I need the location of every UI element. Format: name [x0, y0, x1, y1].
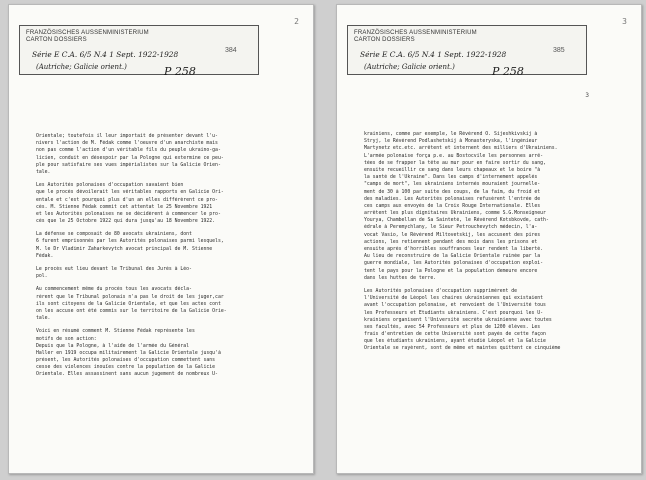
body-text — [36, 133, 302, 379]
text-line: dans les huttes de terre. — [364, 275, 437, 281]
text-line: arrêtent les plus dignitaires Ukrainiens, comme S.G.Monseigneur — [364, 211, 546, 217]
text-line: Fédak. — [36, 253, 54, 259]
text-line: tale. — [36, 169, 51, 175]
text-line: 6 furent emprisonnés par les Autorités polonaises parmi lesquels, — [36, 239, 224, 245]
text-line: non pas comme l'action d'un véritable fils du peuple ukraino-ga- — [36, 148, 221, 154]
text-line: La défense se composait de 80 avocats ukrainiens, dont — [36, 232, 192, 238]
text-line: et les Autorités polonaises ne se décidèrent à commencer le pro- — [36, 211, 221, 217]
text-line: rèrent que le Tribunal polonais n'a pas le droit de les juger,car — [36, 294, 224, 300]
text-line: Les Autorités polonaises d'occupation supprimèrent de — [364, 288, 518, 294]
text-line: actions, les retiennent pendant des mois dans les prisons et — [364, 239, 538, 245]
text-line: "camps de mort", les ukrainiens internés mouraient journelle- — [364, 182, 541, 188]
stamp-ministry-line: FRANZÖSISCHES AUSSENMINISTERIUM — [26, 30, 149, 36]
corner-mark: 2 — [294, 17, 299, 26]
text-line: des maladies. Les Autorités polonaises refusèrent l'entrée de — [364, 196, 541, 202]
text-line: vocat Vasio, le Révérend Miltovetskij, les accusent des pires — [364, 232, 541, 238]
text-line: ensuite recueillir ce sang dans leurs chapeaux et le boire "à — [364, 167, 541, 173]
document-page-right — [336, 4, 642, 474]
text-line: krainiens, comme par exemple, le Révérend O. Sijeshkivskij à — [364, 132, 538, 137]
stamp-handwritten-ref: Série E C.A. 6/5 N.4 1 Sept. 1922-1928 — [32, 50, 179, 59]
archive-stamp — [347, 25, 587, 75]
stamp-ministry-line: FRANZÖSISCHES AUSSENMINISTERIUM — [354, 30, 477, 36]
text-line: ple pour satisfaire ses vues impérialistes sur la Galicie Orien- — [36, 162, 221, 168]
text-line: édrale à Peremychlany, le Sieur Petrouchevytch médecin, l'a- — [364, 225, 538, 231]
text-line: nivers l'action de M. Fédak comme l'oeuvre d'un anarchiste mais — [36, 141, 218, 147]
text-line: tées de se frapper la tête au mur pour en faire sortir du sang, — [364, 160, 546, 166]
text-line: cesse des violences inouïes contre la population de la Galicie — [36, 365, 216, 371]
stamp-carton-line: CARTON DOSSIERS — [354, 37, 415, 43]
text-line: l'Université de Léopol les chaires ukrainiennes qui existaient — [364, 296, 544, 302]
text-line: ensuite après d'horribles souffrances leur rendent la liberté. — [364, 247, 544, 252]
text-line: frais d'entretien de cette Université sont payés de cette façon — [364, 332, 546, 338]
text-line: cès que le 25 Octobre 1922 qui dura jusqu'au 18 Novembre 1922. — [36, 219, 216, 225]
text-line: Au commencement même du procès tous les avocats décla- — [36, 287, 192, 293]
text-line: motifs de son action: — [36, 336, 97, 342]
text-line: pol. — [36, 274, 48, 280]
text-line: ces camps aux envoyés de la Croix Rouge Internationale. Elles — [364, 203, 541, 209]
page-reference: P 258 — [492, 65, 524, 78]
text-line: M. le Dr Vladimir Zaharkevytch avocat principal de M. Stienne — [36, 246, 213, 252]
text-line: présent, les Autorités polonaises d'occupation commettent sans — [36, 358, 216, 364]
text-line: Les Autorités polonaises d'occupation savaient bien — [36, 183, 184, 189]
text-line: on les accuse ont été commis sur le territoire de la Galicie Orie- — [36, 308, 227, 314]
text-line: licien, conduit en désespoir par la Pologne qui extermine ce peu- — [36, 155, 224, 161]
text-line: que le procès dévoilerait les véritables rapports en Galicie Ori- — [36, 190, 224, 196]
text-line: que les étudiants ukrainiens, ayant étudié Léopol et la Galicie — [364, 339, 546, 345]
text-line: Le procès eut lieu devant le Tribunal des Jurés à Léo- — [36, 267, 192, 272]
text-line: ils sont citoyens de la Galicie Orientale, et que les actes cont — [36, 301, 221, 307]
text-line: L'armée polonaise força p.e. au Bostocvile les personnes arrê- — [364, 153, 544, 159]
text-line: Stryj, le Révérend Podlashetskij à Monasteryska, l'ingénieur — [364, 139, 538, 145]
document-page-left — [8, 4, 314, 474]
text-line: Orientale; toutefois il leur importait de présenter devant l'u- — [36, 134, 218, 139]
page-reference: P 258 — [164, 65, 196, 78]
text-line: les Professeurs et Etudiants ukrainiens. C'est pourquoi les U- — [364, 310, 544, 316]
folio-number: 384 — [225, 47, 237, 54]
text-line: cès. M. Stienne Fédak commit cet attentat le 25 Novembre 1921 — [36, 204, 213, 210]
stamp-handwritten-note: (Autriche; Galicie orient.) — [36, 63, 127, 71]
corner-mark: 3 — [622, 17, 627, 26]
stamp-carton-line: CARTON DOSSIERS — [26, 37, 87, 43]
text-line: entale et c'est pourquoi plus d'un an elles différèrent ce pro- — [36, 197, 218, 203]
text-line: krainiens organisent l'Université secrète ukrainienne avec toutes — [364, 317, 552, 323]
text-line: Haller en 1919 occupa militairement la Galicie Orientale jusqu'à — [36, 350, 221, 356]
text-line: la santé de l'Ukraine". Dans les camps d'internement appelés — [364, 175, 538, 181]
text-line: ses facultés, avec 54 Professeurs et plus de 1200 élèves. Les — [364, 324, 541, 330]
folio-number: 385 — [553, 47, 565, 54]
text-line: Yourya, Chambellan de Sa Sainteté, le Révérend Kotsbkovde, cath- — [364, 218, 549, 224]
text-line: Au lieu de reconstruire de la Galicie Orientale ruinée par la — [364, 254, 541, 260]
stamp-handwritten-ref: Série E C.A. 6/5 N.4 1 Sept. 1922-1928 — [360, 50, 507, 59]
text-line: Orientale. Elles assassinent sans aucun jugement de nombreux U- — [36, 372, 218, 378]
text-line: avant l'occupation polonaise, et renvoient de l'Université tous — [364, 303, 546, 309]
text-line: tent le pays pour la Pologne et la population demeure encore — [364, 268, 538, 274]
text-line: tale. — [36, 316, 51, 322]
page-number: 3 — [585, 92, 589, 99]
text-line: guerre mondiale, les Autorités polonaises d'occupation exploi- — [364, 261, 544, 267]
stamp-handwritten-note: (Autriche; Galicie orient.) — [364, 63, 455, 71]
text-line: Depuis que la Pologne, à l'aide de l'armée du Général — [36, 343, 190, 349]
archive-stamp — [19, 25, 259, 75]
text-line: Voici en résumé comment M. Stienne Fédak reprèsente les — [36, 329, 195, 335]
body-text — [364, 131, 630, 353]
text-line: ment de 30 à 100 par suite des coups, de la faim, du froid et — [364, 189, 541, 195]
text-line: Martynetz etc.etc. arrêtent et internent des milliers d'Ukrainiens. — [364, 146, 558, 152]
text-line: Orientale se rayèrent, sont de même et maintes quittent ce cinquième — [364, 346, 561, 352]
